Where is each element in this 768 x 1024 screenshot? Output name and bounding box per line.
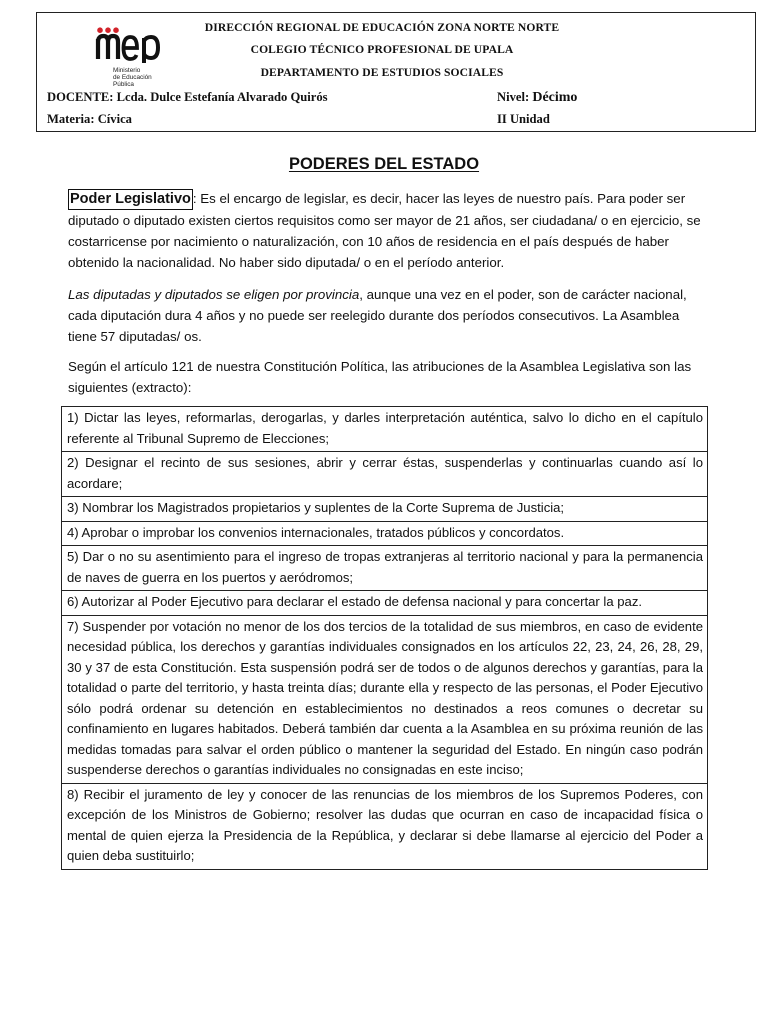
attribution-item: 4) Aprobar o improbar los convenios internacionales, tratados públicos y concordatos.: [62, 521, 708, 546]
attribution-item: 8) Recibir el juramento de ley y conocer de las renuncias de los miembros de los Supremos Poderes, con excepción de los Ministros de Gobierno; resolver las dudas que ocurran en caso de incapacidad física o mental de quien ejerza la Presidencia de la República, y declarar si debe llamarse al ejercicio del Poder a quien deba sustituirlo;: [62, 783, 708, 869]
table-row: [62, 615, 708, 783]
unidad-field: II Unidad: [497, 112, 550, 126]
mep-logo-icon: [95, 27, 165, 63]
table-row: [62, 546, 708, 591]
attribution-item: 3) Nombrar los Magistrados propietarios y suplentes de la Corte Suprema de Justicia;: [62, 497, 708, 522]
attribution-item: 6) Autorizar al Poder Ejecutivo para declarar el estado de defensa nacional y para concertar la paz.: [62, 591, 708, 616]
paragraph-2-text: , aunque una vez en el poder, son de carácter nacional, cada diputación dura 4 años y no puede ser reelegido durante dos períodos consecutivos. La Asamblea tiene 57 diputadas/ os.: [68, 287, 687, 344]
attribution-item: 5) Dar o no su asentimiento para el ingreso de tropas extranjeras al territorio nacional y para la permanencia de naves de guerra en los puertos y aeródromos;: [62, 546, 708, 591]
logo-subtitle-line2: de Educación Pública: [113, 74, 152, 88]
nivel-value: Décimo: [532, 90, 578, 105]
attribution-item: 1) Dictar las leyes, reformarlas, derogarlas, y darles interpretación auténtica, salvo lo dicho en el capítulo referente al Tribunal Supremo de Elecciones;: [62, 407, 708, 452]
materia-field: Materia: Cívica: [47, 112, 132, 126]
paragraph-diputados: [68, 284, 710, 347]
paragraph-2-italic: Las diputadas y diputados se eligen por provincia: [68, 287, 360, 302]
attribution-item: 7) Suspender por votación no menor de los dos tercios de la totalidad de sus miembros, en caso de evidente necesidad pública, los derechos y garantías individuales consignados en los artículos 22, 23, 24, 26, 28, 29, 30 y 37 de esta Constitución. Esta suspensión podrá ser de todos o de algunos derechos y garantías, para la totalidad o parte del territorio, y hasta treinta días; durante ella y respecto de las personas, el Poder Ejecutivo sólo podrá ordenar su detención en establecimientos no destinados a reos comunes o decretar su confinamiento en lugares habitados. Deberá también dar cuenta a la Asamblea en su próxima reunión de las medidas tomadas para salvar el orden público o mantener la seguridad del Estado. En ningún caso podrán suspenderse derechos o garantías individuales no consignadas en este inciso;: [62, 615, 708, 783]
table-row: [62, 497, 708, 522]
term-poder-legislativo: Poder Legislativo: [68, 189, 193, 210]
logo-subtitle-line1: Ministerio: [113, 67, 141, 74]
nivel-field: [497, 90, 577, 106]
table-row: [62, 452, 708, 497]
paragraph-articulo-121: Según el artículo 121 de nuestra Constitución Política, las atribuciones de la Asamblea Legislativa son las siguientes (extracto):: [68, 359, 692, 395]
table-row: [62, 783, 708, 869]
header-departamento: DEPARTAMENTO DE ESTUDIOS SOCIALES: [260, 66, 504, 79]
mep-logo: [95, 27, 175, 87]
docente-field: DOCENTE: Lcda. Dulce Estefanía Alvarado Quirós: [47, 90, 328, 104]
nivel-label: Nivel:: [497, 90, 530, 104]
attribution-item: 2) Designar el recinto de sus sesiones, abrir y cerrar éstas, suspenderlas y continuarlas cuando así lo acordare;: [62, 452, 708, 497]
header-direccion-regional: DIRECCIÓN REGIONAL DE EDUCACIÓN ZONA NORTE NORTE: [204, 21, 560, 34]
paragraph-1-text: : Es el encargo de legislar, es decir, hacer las leyes de nuestro país. Para poder ser diputado o diputado existen ciertos requisitos como ser mayor de 21 años, ser ciudadana/ o en ejercicio, se costarricense por nacimiento o naturalización, con 10 años de residencia en el país después de haber obtenido la nacionalidad. No haber sido diputada/ o en el período anterior.: [68, 191, 701, 270]
page-title: PODERES DEL ESTADO: [288, 155, 480, 173]
table-row: [62, 407, 708, 452]
document-header: [36, 12, 756, 132]
table-row: [62, 521, 708, 546]
table-row: [62, 591, 708, 616]
header-colegio: COLEGIO TÉCNICO PROFESIONAL DE UPALA: [250, 43, 514, 56]
attributions-table: [61, 406, 708, 870]
logo-subtitle: [113, 67, 173, 88]
paragraph-poder-legislativo: [68, 188, 710, 273]
